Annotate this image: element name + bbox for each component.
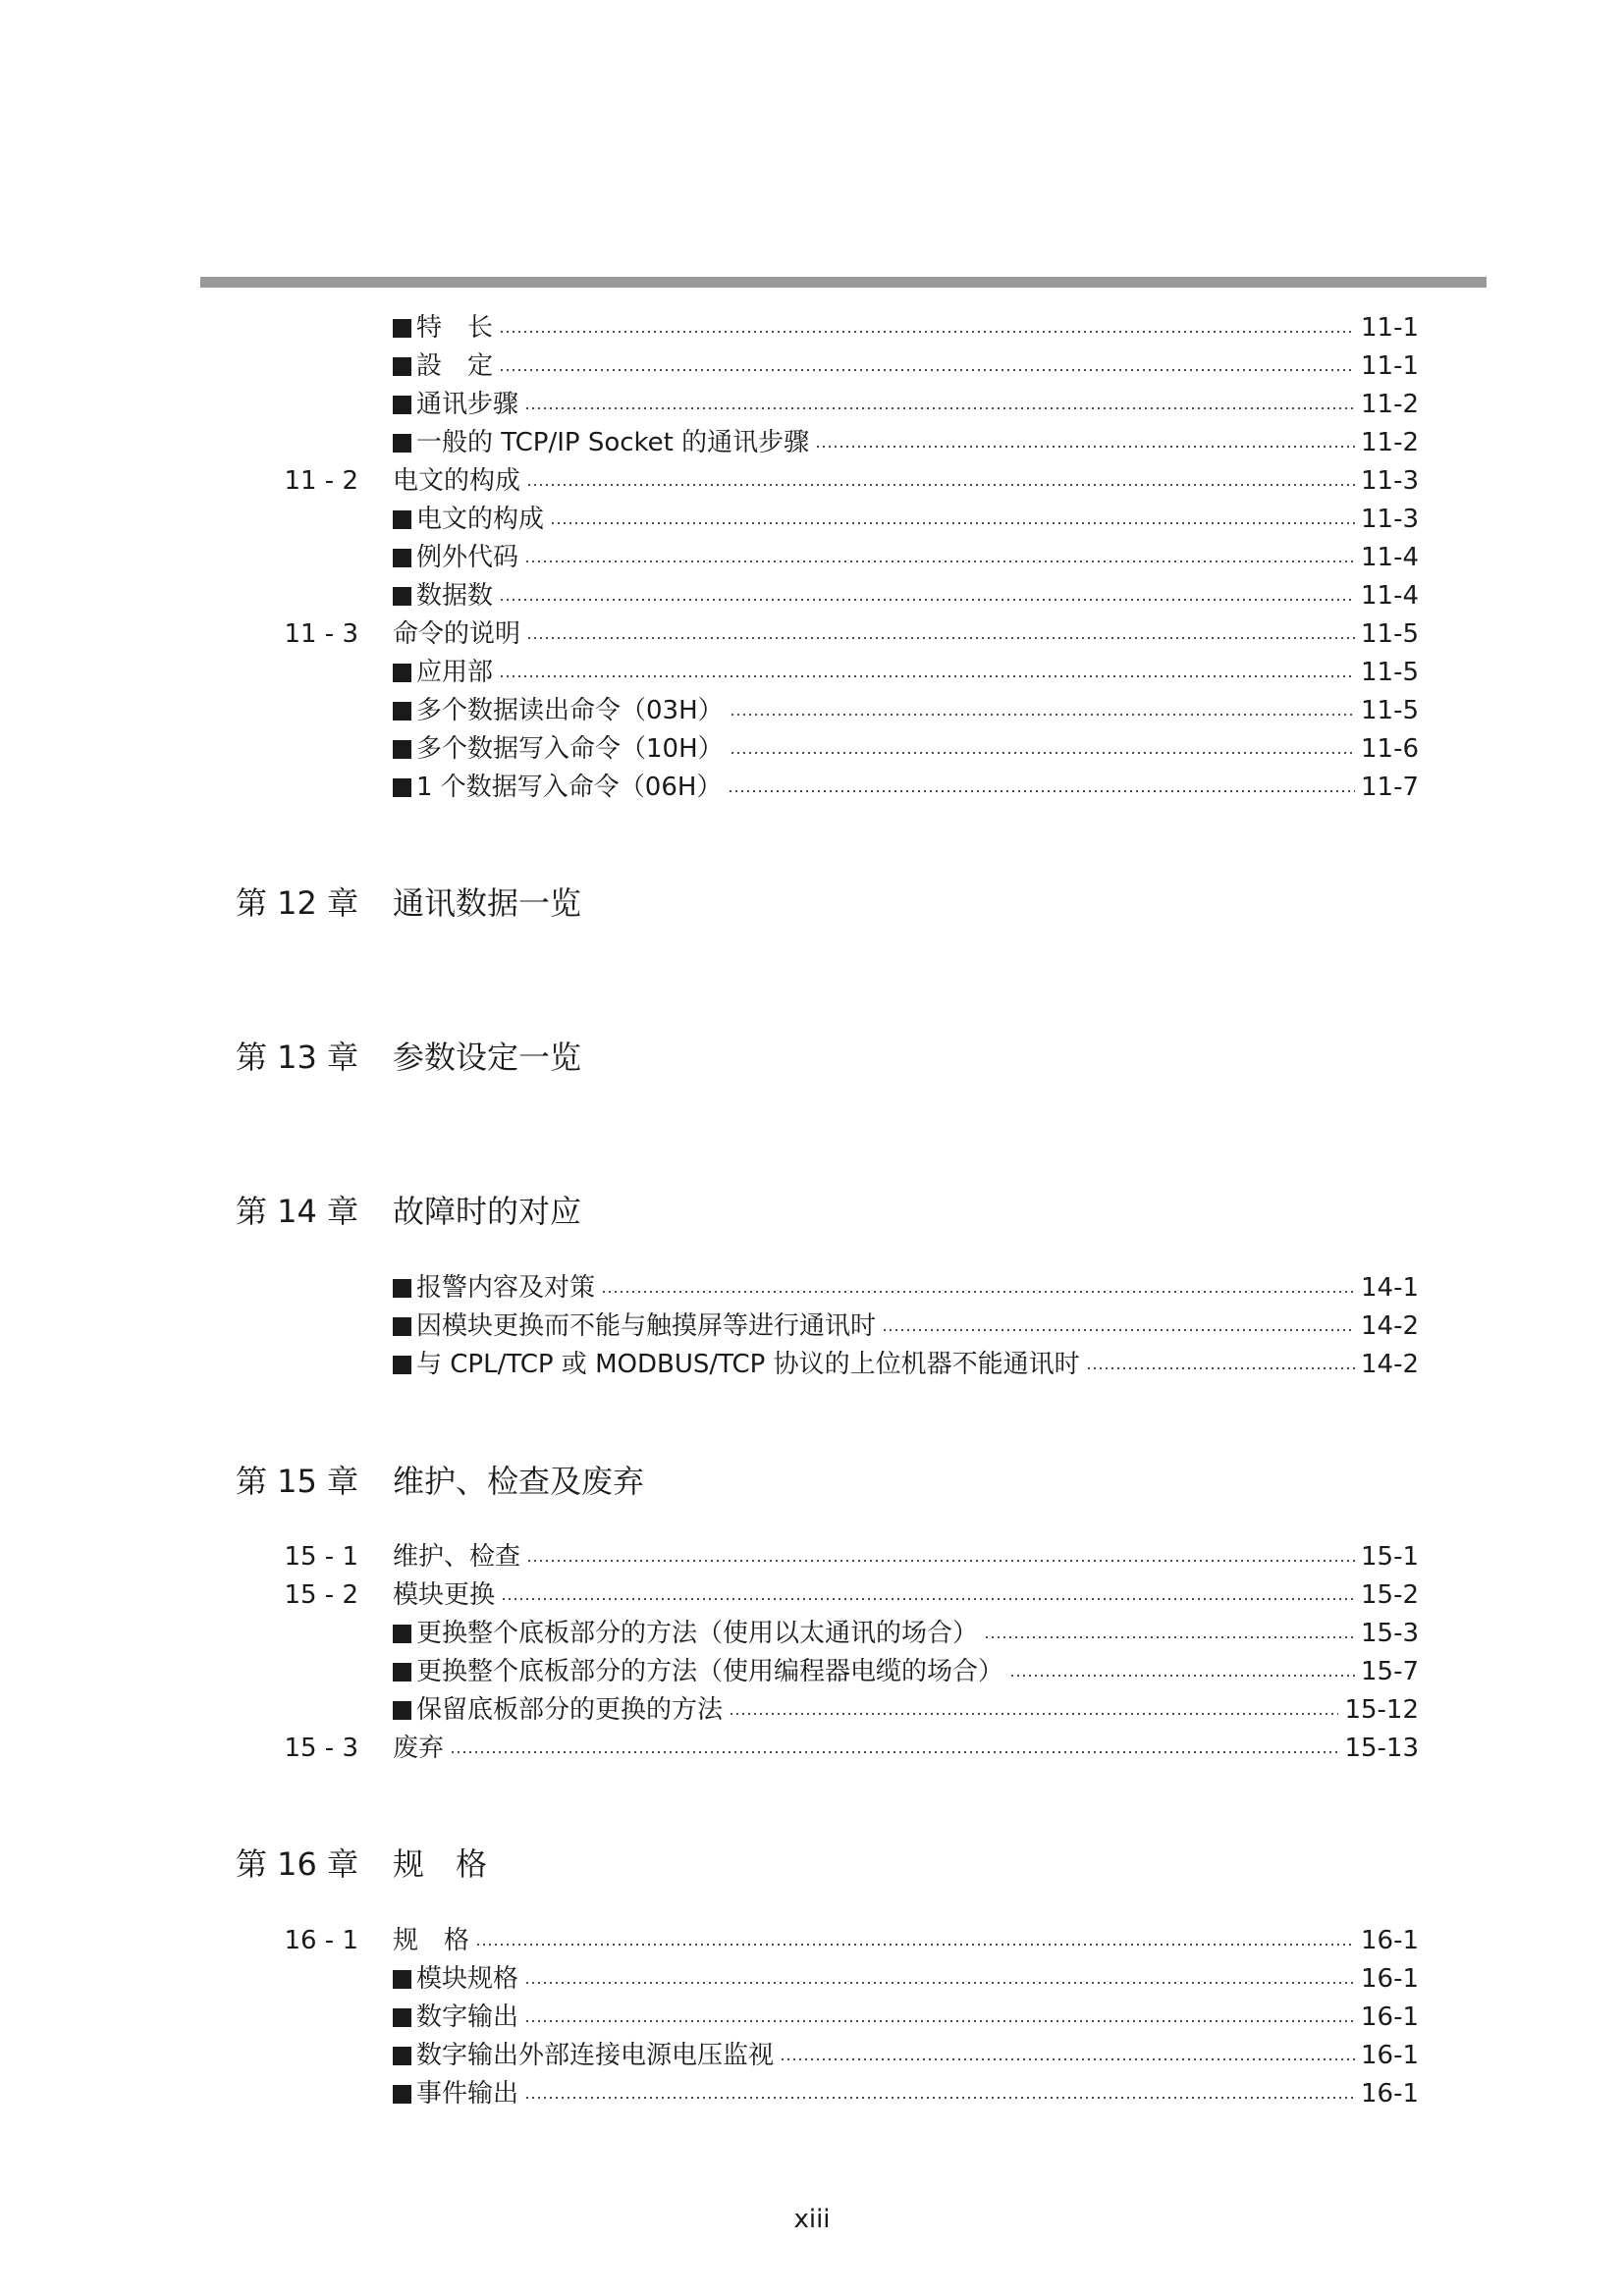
chapter-title: 通讯数据一览 — [393, 884, 582, 922]
dot-leader — [499, 331, 1355, 333]
dot-leader — [526, 484, 1355, 486]
toc-subsection-entry[interactable] — [393, 308, 1419, 347]
chapter-heading — [236, 1187, 581, 1236]
chapter-number: 第 13 章 — [236, 1039, 359, 1076]
toc-subsection-entry[interactable] — [393, 1307, 1419, 1346]
square-bullet-icon — [393, 740, 411, 759]
entry-title: 因模块更换而不能与触摸屏等进行通讯时 — [416, 1311, 877, 1341]
entry-page-number: 11-7 — [1360, 773, 1419, 802]
toc-subsection-entry[interactable] — [393, 423, 1419, 462]
dot-leader — [526, 1560, 1355, 1562]
section-number: 16 - 1 — [284, 1926, 358, 1955]
square-bullet-icon — [393, 1356, 411, 1374]
entry-title: 报警内容及对策 — [416, 1273, 596, 1303]
dot-leader — [882, 1329, 1355, 1331]
entry-page-number: 15-3 — [1360, 1619, 1419, 1648]
chapter-heading — [236, 1457, 644, 1506]
page-number: xiii — [793, 2205, 831, 2234]
square-bullet-icon — [393, 1317, 411, 1336]
entry-page-number: 11-4 — [1360, 581, 1419, 611]
chapter-title: 参数设定一览 — [393, 1039, 582, 1076]
square-bullet-icon — [393, 778, 411, 797]
entry-title: 例外代码 — [416, 543, 519, 572]
square-bullet-icon — [393, 357, 411, 376]
toc-subsection-entry[interactable] — [393, 2036, 1419, 2075]
entry-title: 保留底板部分的更换的方法 — [416, 1695, 724, 1725]
square-bullet-icon — [393, 587, 411, 606]
square-bullet-icon — [393, 1701, 411, 1720]
entry-page-number: 15-7 — [1360, 1657, 1419, 1686]
dot-leader — [550, 522, 1355, 524]
square-bullet-icon — [393, 1970, 411, 1989]
dot-leader — [524, 2020, 1355, 2022]
toc-subsection-entry[interactable] — [393, 1959, 1419, 1999]
section-number: 15 - 2 — [284, 1580, 358, 1610]
dot-leader — [730, 714, 1355, 716]
entry-page-number: 11-1 — [1360, 313, 1419, 343]
dot-leader — [450, 1751, 1338, 1753]
toc-section-entry[interactable] — [284, 1729, 1419, 1768]
square-bullet-icon — [393, 549, 411, 567]
entry-title: 多个数据读出命令（03H） — [416, 696, 724, 725]
entry-title: 模块规格 — [416, 1964, 519, 1994]
entry-page-number: 11-5 — [1360, 696, 1419, 725]
square-bullet-icon — [393, 510, 411, 529]
entry-title: 更换整个底板部分的方法（使用以太通讯的场合） — [416, 1619, 979, 1648]
entry-page-number: 14-2 — [1360, 1350, 1419, 1379]
chapter-number: 第 15 章 — [236, 1463, 359, 1500]
toc-subsection-entry[interactable] — [393, 1268, 1419, 1308]
toc-subsection-entry[interactable] — [393, 2074, 1419, 2113]
entry-title: 事件输出 — [416, 2079, 519, 2109]
entry-title: 与 CPL/TCP 或 MODBUS/TCP 协议的上位机器不能通讯时 — [416, 1350, 1080, 1379]
dot-leader — [499, 675, 1355, 677]
entry-page-number: 15-12 — [1344, 1695, 1419, 1725]
dot-leader — [526, 637, 1355, 639]
section-number: 11 - 2 — [284, 466, 358, 496]
toc-section-entry[interactable] — [284, 461, 1419, 501]
dot-leader — [499, 369, 1355, 371]
chapter-title: 规 格 — [393, 1845, 488, 1883]
dot-leader — [728, 790, 1355, 792]
square-bullet-icon — [393, 434, 411, 453]
dot-leader — [524, 407, 1355, 409]
dot-leader — [499, 599, 1355, 601]
chapter-number: 第 14 章 — [236, 1193, 359, 1230]
entry-title: 更换整个底板部分的方法（使用编程器电缆的场合） — [416, 1657, 1004, 1686]
entry-title: 废弃 — [393, 1734, 445, 1763]
toc-subsection-entry[interactable] — [393, 1998, 1419, 2037]
entry-page-number: 11-4 — [1360, 543, 1419, 572]
toc-subsection-entry[interactable] — [393, 691, 1419, 730]
entry-title: 通讯步骤 — [416, 390, 519, 419]
section-number: 15 - 3 — [284, 1734, 358, 1763]
entry-page-number: 11-3 — [1360, 505, 1419, 534]
dot-leader — [730, 752, 1355, 754]
entry-title: 电文的构成 — [416, 505, 545, 534]
chapter-number: 第 16 章 — [236, 1845, 359, 1883]
toc-section-entry[interactable] — [284, 1575, 1419, 1615]
entry-page-number: 16-1 — [1360, 1926, 1419, 1955]
dot-leader — [984, 1636, 1355, 1638]
chapter-title: 维护、检查及废弃 — [393, 1463, 645, 1500]
toc-subsection-entry[interactable] — [393, 347, 1419, 386]
square-bullet-icon — [393, 664, 411, 682]
toc-subsection-entry[interactable] — [393, 653, 1419, 692]
entry-page-number: 11-1 — [1360, 351, 1419, 381]
entry-page-number: 11-2 — [1360, 428, 1419, 457]
entry-title: 模块更换 — [393, 1580, 496, 1610]
dot-leader — [1086, 1367, 1355, 1369]
entry-page-number: 11-6 — [1360, 734, 1419, 764]
entry-page-number: 15-13 — [1344, 1734, 1419, 1763]
dot-leader — [524, 2097, 1355, 2099]
entry-title: 规 格 — [393, 1926, 470, 1955]
toc-subsection-entry[interactable] — [393, 1690, 1419, 1730]
dot-leader — [501, 1598, 1355, 1600]
dot-leader — [780, 2058, 1355, 2060]
toc-section-entry[interactable] — [284, 1921, 1419, 1960]
toc-subsection-entry[interactable] — [393, 1652, 1419, 1691]
entry-title: 数字输出 — [416, 2002, 519, 2032]
toc-section-entry[interactable] — [284, 614, 1419, 654]
dot-leader — [815, 446, 1355, 448]
entry-page-number: 15-1 — [1360, 1542, 1419, 1572]
chapter-heading — [236, 879, 581, 928]
square-bullet-icon — [393, 1625, 411, 1643]
toc-subsection-entry[interactable] — [393, 500, 1419, 539]
entry-title: 1 个数据写入命令（06H） — [416, 773, 723, 802]
entry-page-number: 16-1 — [1360, 2002, 1419, 2032]
entry-title: 一般的 TCP/IP Socket 的通讯步骤 — [416, 428, 810, 457]
square-bullet-icon — [393, 2085, 411, 2104]
square-bullet-icon — [393, 1663, 411, 1682]
toc-subsection-entry[interactable] — [393, 538, 1419, 577]
entry-title: 维护、检查 — [393, 1542, 521, 1572]
entry-title: 应用部 — [416, 658, 494, 687]
square-bullet-icon — [393, 2008, 411, 2027]
entry-title: 設 定 — [416, 351, 494, 381]
section-number: 11 - 3 — [284, 619, 358, 649]
toc-section-entry[interactable] — [284, 1537, 1419, 1576]
section-number: 15 - 1 — [284, 1542, 358, 1572]
entry-title: 数字输出外部连接电源电压监视 — [416, 2041, 775, 2070]
toc-subsection-entry[interactable] — [393, 1614, 1419, 1653]
entry-title: 命令的说明 — [393, 619, 521, 649]
entry-page-number: 14-2 — [1360, 1311, 1419, 1341]
entry-page-number: 15-2 — [1360, 1580, 1419, 1610]
dot-leader — [601, 1291, 1355, 1293]
entry-page-number: 16-1 — [1360, 2079, 1419, 2109]
square-bullet-icon — [393, 319, 411, 338]
dot-leader — [475, 1944, 1355, 1946]
chapter-number: 第 12 章 — [236, 884, 359, 922]
toc-subsection-entry[interactable] — [393, 385, 1419, 424]
entry-page-number: 16-1 — [1360, 1964, 1419, 1994]
entry-page-number: 14-1 — [1360, 1273, 1419, 1303]
dot-leader — [729, 1713, 1338, 1715]
toc-subsection-entry[interactable] — [393, 576, 1419, 615]
square-bullet-icon — [393, 702, 411, 721]
entry-page-number: 11-5 — [1360, 619, 1419, 649]
square-bullet-icon — [393, 2047, 411, 2065]
entry-title: 多个数据写入命令（10H） — [416, 734, 724, 764]
square-bullet-icon — [393, 1279, 411, 1298]
chapter-heading — [236, 1840, 487, 1889]
entry-page-number: 16-1 — [1360, 2041, 1419, 2070]
chapter-heading — [236, 1033, 581, 1082]
dot-leader — [524, 1982, 1355, 1984]
entry-page-number: 11-3 — [1360, 466, 1419, 496]
dot-leader — [1009, 1675, 1355, 1677]
toc-subsection-entry[interactable] — [393, 729, 1419, 769]
entry-page-number: 11-5 — [1360, 658, 1419, 687]
dot-leader — [524, 561, 1355, 562]
entry-title: 电文的构成 — [393, 466, 521, 496]
entry-page-number: 11-2 — [1360, 390, 1419, 419]
square-bullet-icon — [393, 396, 411, 414]
chapter-title: 故障时的对应 — [393, 1193, 582, 1230]
toc-subsection-entry[interactable] — [393, 1345, 1419, 1384]
toc-subsection-entry[interactable] — [393, 768, 1419, 807]
entry-title: 特 长 — [416, 313, 494, 343]
entry-title: 数据数 — [416, 581, 494, 611]
